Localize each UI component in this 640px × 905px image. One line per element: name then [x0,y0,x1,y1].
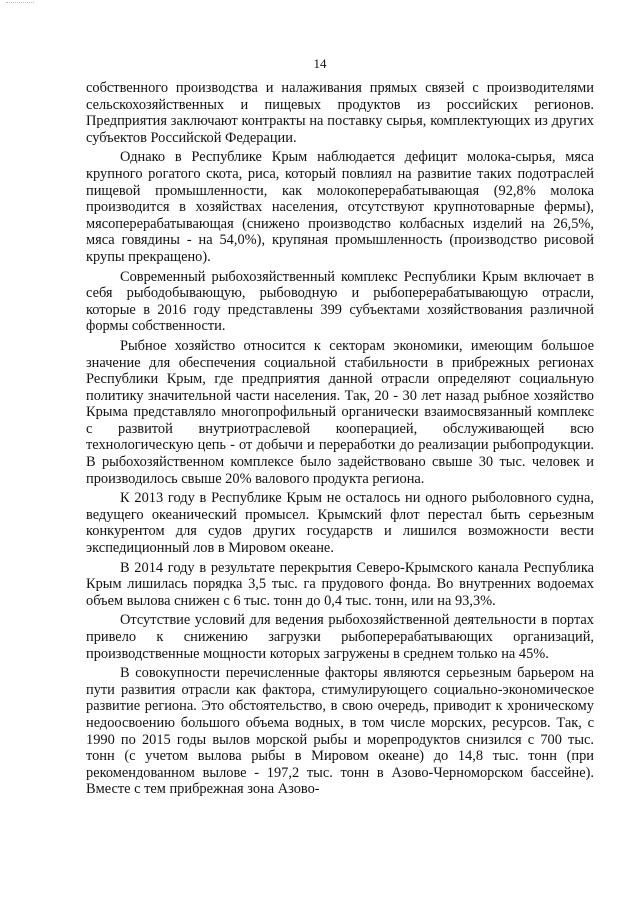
paragraph-barriers: В совокупности перечисленные факторы являются серьезным барьером на пути развития отрасли как фактора, стимулирующего социально-экономическое развитие региона. Это обстоятельство, в свою очередь, приводит к хроническому недоосвоению большого объема водных, в том числе морских, ресурсов. Так, с 1990 по 2015 годы вылов морской рыбы и морепродуктов снизился с 700 тыс. тонн (с учетом вылова рыбы в Мировом океане) до 14,8 тыс. тонн (при рекомендованном вылове - 197,2 тыс. тонн в Азово-Черноморском бассейне). Вместе с тем прибрежная зона Азово- [86,665,594,798]
paragraph-fleet-2013: К 2013 году в Республике Крым не осталось ни одного рыболовного судна, ведущего океанический промысел. Крымский флот перестал быть серьезным конкурентом для судов других государств и лишился возможности вести экспедиционный лов в Мировом океане. [86,490,594,557]
paragraph-continuation: собственного производства и налаживания прямых связей с производителями сельскохозяйственных и пищевых продуктов из российских регионов. Предприятия заключают контракты на поставку сырья, комплектующих из других субъектов Российской Федерации. [86,80,594,146]
paragraph-port-conditions: Отсутствие условий для ведения рыбохозяйственной деятельности в портах привело к снижению загрузки рыбоперерабатывающих организаций, производственные мощности которых загружены в среднем только на 45%. [86,612,594,662]
scan-artifact [6,2,34,3]
document-body [86,80,594,801]
paragraph-canal-2014: В 2014 году в результате перекрытия Северо-Крымского канала Республика Крым лишилась порядка 3,5 тыс. га прудового фонда. Во внутренних водоемах объем вылова снижен с 6 тыс. тонн до 0,4 тыс. тонн, или на 93,3%. [86,559,594,609]
page-number: 14 [313,56,327,71]
paragraph-fishery-importance: Рыбное хозяйство относится к секторам экономики, имеющим большое значение для обеспечения социальной стабильности в прибрежных регионах Республики Крым, где предприятия данной отрасли определяют социальную политику значительной части населения. Так, 20 - 30 лет назад рыбное хозяйство Крыма представляло многопрофильный органически взаимосвязанный комплекс с развитой внутриотраслевой кооперацией, обслуживающей всю технологическую цепь - от добычи и переработки до реализации рыбопродукции. В рыбохозяйственном комплексе было задействовано свыше 30 тыс. человек и производилось свыше 20% валового продукта региона. [86,337,594,487]
paragraph-fishery-complex: Современный рыбохозяйственный комплекс Республики Крым включает в себя рыбодобывающую, рыбоводную и рыбоперерабатывающую отрасли, которые в 2016 году представлены 399 субъектами хозяйствования различной формы собственности. [86,268,594,335]
paragraph-deficit: Однако в Республике Крым наблюдается дефицит молока-сырья, мяса крупного рогатого скота, риса, который повлиял на развитие таких подотраслей пищевой промышленности, как молокоперерабатывающая (92,8% молока производится в хозяйствах населения, отсутствуют крупнотоварные фермы), мясоперерабатывающая (снижено производство колбасных изделий на 26,5%, мяса говядины - на 54,0%), крупяная промышленность (производство рисовой крупы прекращено). [86,149,594,265]
